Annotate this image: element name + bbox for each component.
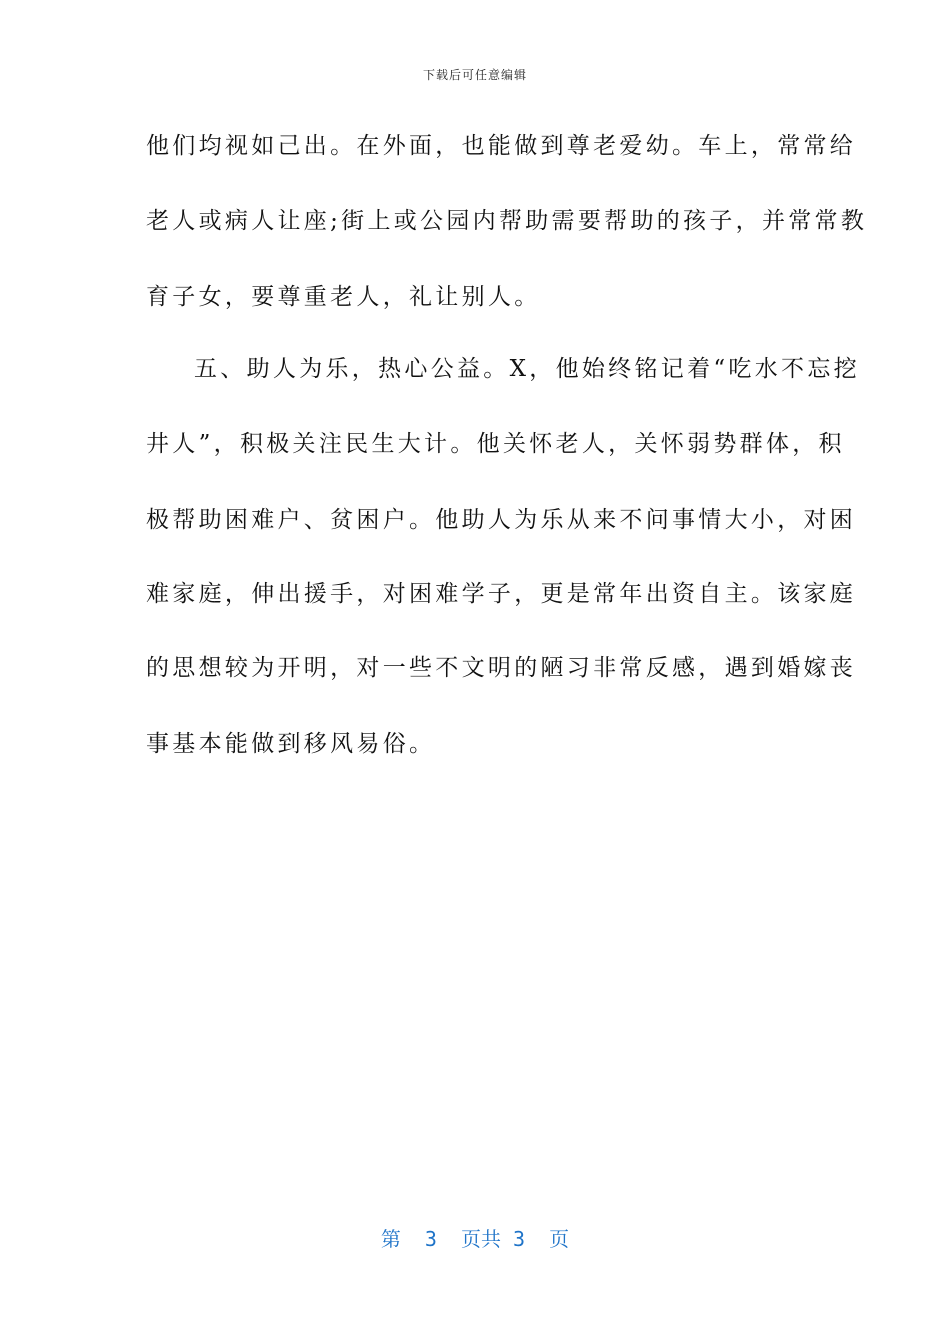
text-line: 的思想较为开明，对一些不文明的陋习非常反感，遇到婚嫁丧 [146, 655, 857, 681]
text-line: 事基本能做到移风易俗。 [146, 731, 436, 757]
text-line: 他们均视如己出。在外面，也能做到尊老爱幼。车上，常常给 [146, 133, 857, 159]
text-line: 老人或病人让座;街上或公园内帮助需要帮助的孩子，并常常教 [146, 208, 868, 234]
paragraph-start-line: 五、助人为乐，热心公益。X，他始终铭记着“吃水不忘挖 [194, 356, 860, 382]
text-line: 育子女，要尊重老人，礼让别人。 [146, 284, 541, 310]
text-line: 井人”，积极关注民生大计。他关怀老人，关怀弱势群体，积 [146, 431, 845, 457]
text-line: 极帮助困难户、贫困户。他助人为乐从来不问事情大小，对困 [146, 507, 857, 533]
page-number-footer: 第 3 页共 3 页 [380, 1227, 570, 1251]
text-line: 难家庭，伸出援手，对困难学子，更是常年出资自主。该家庭 [146, 581, 857, 607]
header-note: 下载后可任意编辑 [422, 68, 527, 82]
